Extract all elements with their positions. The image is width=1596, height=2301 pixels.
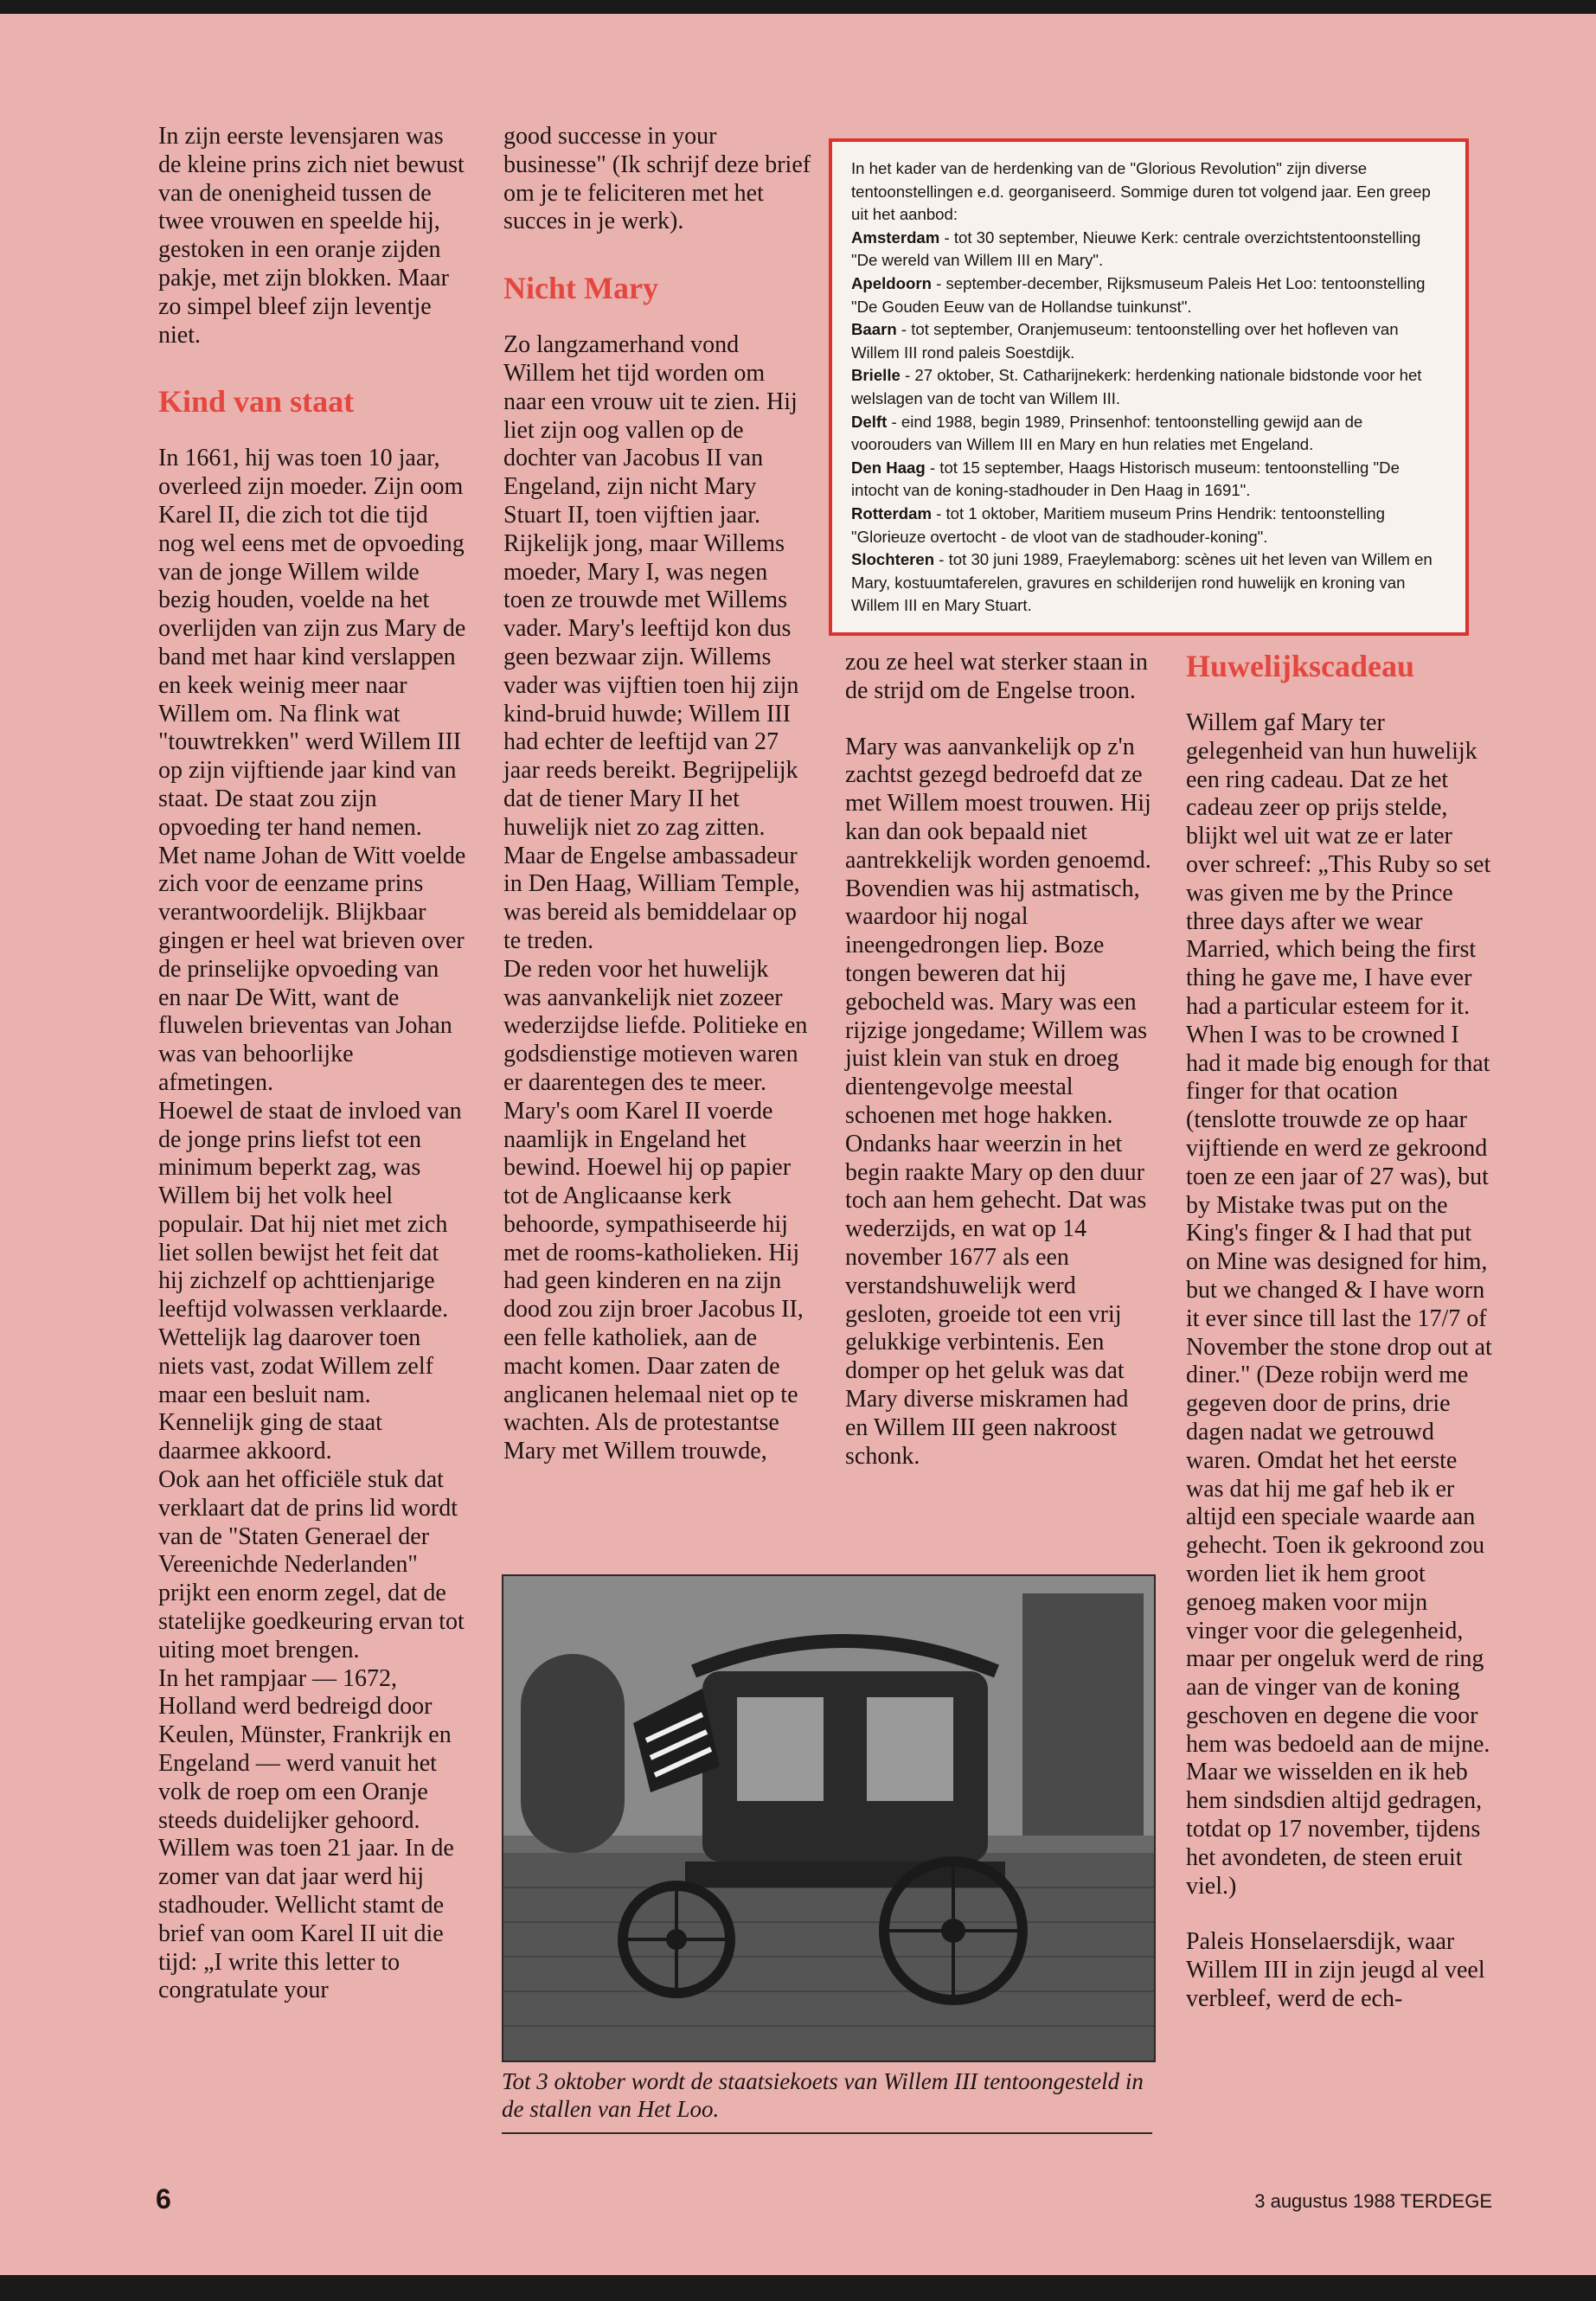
carriage-illustration: [503, 1576, 1154, 2061]
paragraph: Hoewel de staat de invloed van de jonge prins liefst tot een minimum beperkt zag, was Willem bij het volk heel populair. Dat hij niet met zich liet sollen bewijst het feit dat hij zichzelf op achttienjarige leeftijd volwassen verklaarde. Wettelijk lag daarover toen niets vast, zodat Willem zelf maar een besluit nam. Kennelijk ging de staat daarmee akkoord.: [158, 1097, 462, 1465]
paragraph: good successe in your businesse" (Ik schrijf deze brief om je te feliciteren met het succes in je werk).: [503, 123, 811, 235]
issue-date: 3 augustus 1988 TERDEGE: [1254, 2190, 1492, 2212]
article-column-4: [1186, 649, 1494, 2014]
section-heading-nicht-mary: Nicht Mary: [503, 271, 658, 306]
paragraph: In het rampjaar — 1672, Holland werd bedreigd door Keulen, Münster, Frankrijk en Engeland — werd vanuit het volk de roep om een Oranje steeds duidelijker gehoord. Willem was toen 21 jaar. In de zomer van dat jaar werd hij stadhouder. Wellicht stamt de brief van oom Karel II uit die tijd: „I write this letter to congratulate your: [158, 1664, 454, 2004]
paragraph: Paleis Honselaersdijk, waar Willem III in zijn jeugd al veel verbleef, werd de ech-: [1186, 1928, 1485, 2013]
paragraph: Ook aan het officiële stuk dat verklaart dat de prins lid wordt van de "Staten Generael der Vereenichde Nederlanden" prijkt een enorm zegel, dat de statelijke goedkeuring ervan tot uiting moet brengen.: [158, 1466, 465, 1663]
paragraph: De reden voor het huwelijk was aanvankelijk niet zozeer wederzijdse liefde. Politieke en godsdienstige motieven waren er daarentegen des te meer. Mary's oom Karel II voerde naamlijk in Engeland het bewind. Hoewel hij op papier tot de Anglicaanse kerk behoorde, sympathiseerde hij met de rooms-katholieken. Hij had geen kinderen en na zijn dood zou zijn broer Jacobus II, een felle katholiek, aan de macht komen. Daar zaten de anglicanen helemaal niet op te wachten. Als de protestantse Mary met Willem trouwde,: [503, 955, 808, 1465]
infobox-entry: Slochteren - tot 30 juni 1989, Fraeylemaborg: scènes uit het leven van Willem en Mary, kostuumtaferelen, gravures en schilderijen rond huwelijk en kroning van Willem III en Mary Stuart.: [851, 550, 1433, 615]
paragraph: In 1661, hij was toen 10 jaar, overleed zijn moeder. Zijn oom Karel II, die zich tot die tijd nog wel eens met de opvoeding van de jonge Willem wilde bezig houden, voelde na het overlijden van zijn zus Mary de band met haar kind verslappen en keek weinig meer naar Willem om. Na flink wat "touwtrekken" werd Willem III op zijn vijftiende jaar kind van staat. De staat zou zijn opvoeding ter hand nemen. Met name Johan de Witt voelde zich voor de eenzame prins verantwoordelijk. Blijkbaar gingen er heel wat brieven over de prinselijke opvoeding van en naar De Witt, want de fluwelen brieventas van Johan was van behoorlijke afmetingen.: [158, 445, 466, 1096]
top-border: [0, 0, 1596, 14]
article-column-1: [158, 123, 466, 2005]
page-number: 6: [156, 2183, 171, 2214]
infobox-intro: In het kader van de herdenking van de "Glorious Revolution" zijn diverse tentoonstellingen e.d. georganiseerd. Sommige duren tot volgend jaar. Een greep uit het aanbod:: [851, 159, 1431, 224]
exhibitions-infobox: [829, 138, 1469, 636]
carriage-photo: [502, 1574, 1156, 2062]
caption-rule: [502, 2132, 1152, 2134]
section-heading-kind-van-staat: Kind van staat: [158, 384, 355, 420]
photo-caption: Tot 3 oktober wordt de staatsiekoets van Willem III tentoongesteld in de stallen van Het Loo.: [502, 2068, 1144, 2122]
section-heading-huwelijkscadeau: Huwelijkscadeau: [1186, 649, 1415, 683]
article-column-3: [845, 649, 1153, 1471]
paragraph: In zijn eerste levensjaren was de kleine prins zich niet bewust van de onenigheid tussen de twee vrouwen en speelde hij, gestoken in een oranje zijden pakje, met zijn blokken. Maar zo simpel bleef zijn leventje niet.: [158, 123, 465, 349]
paragraph: Mary was aanvankelijk op z'n zachtst gezegd bedroefd dat ze met Willem moest trouwen. Hij kan dan ook bepaald niet aantrekkelijk worden genoemd. Bovendien was hij astmatisch, waardoor hij nogal ineengedrongen liep. Boze tongen beweren dat hij gebocheld was. Mary was een rijzige jongedame; Willem was juist klein van stuk en droeg dientengevolge meestal schoenen met hoge hakken. Ondanks haar weerzin in het begin raakte Mary op den duur toch aan hem gehecht. Dat was wederzijds, en wat op 14 november 1677 als een verstandshuwelijk werd gesloten, groeide tot een vrij gelukkige verbintenis. Een domper op het geluk was dat Mary diverse miskramen had en Willem III geen nakroost schonk.: [845, 733, 1151, 1470]
infobox-entry: Amsterdam - tot 30 september, Nieuwe Kerk: centrale overzichtstentoonstelling "De wereld van Willem III en Mary".: [851, 228, 1421, 270]
infobox-entry: Brielle - 27 oktober, St. Catharijnekerk: herdenking nationale bidstonde voor het welslagen van de tocht van Willem III.: [851, 366, 1422, 407]
paragraph: zou ze heel wat sterker staan in de strijd om de Engelse troon.: [845, 649, 1148, 704]
paragraph: Willem gaf Mary ter gelegenheid van hun huwelijk een ring cadeau. Dat ze het cadeau zeer op prijs stelde, blijkt wel uit wat ze er later over schreef: „This Ruby so set was given me by the Prince three days after we wear Married, which being the first thing he gave me, I have ever had a particular esteem for it. When I was to be crowned I had it made big enough for that finger for that ocation (tenslotte trouwde ze op haar vijftiende en werd ze gekroond toen ze een jaar of 27 was), but by Mistake twas put on the King's finger & I had that put on Mine was designed for him, but we changed & I have worn it ever since till last the 17/7 of November the stone drop out at diner." (Deze robijn werd me gegeven door de prins, drie dagen nadat we getrouwd waren. Omdat het het eerste was dat hij me gaf heb ik er altijd een speciale waarde aan gehecht. Toen ik gekroond zou worden liet ik hem groot genoeg maken voor mijn vinger voor die gelegenheid, maar per ongeluk werd de ring aan de vinger van de koning geschoven en degene die voor hem was bedoeld aan de mijne. Maar we wisselden en ik heb hem sindsdien altijd gedragen, totdat op 17 november, tijdens het avondeten, de steen eruit viel.): [1186, 709, 1492, 1900]
infobox-entry: Rotterdam - tot 1 oktober, Maritiem museum Prins Hendrik: tentoonstelling "Glorieuze overtocht - de vloot van de stadhouder-koning".: [851, 503, 1385, 546]
infobox-entry: Baarn - tot september, Oranjemuseum: tentoonstelling over het hofleven van Willem III rond paleis Soestdijk.: [851, 320, 1399, 362]
infobox-entry: Apeldoorn - september-december, Rijksmuseum Paleis Het Loo: tentoonstelling "De Gouden Eeuw van de Hollandse tuinkunst".: [851, 273, 1426, 316]
article-column-2: [503, 123, 811, 1466]
bottom-border: [0, 2275, 1596, 2301]
paragraph: Zo langzamerhand vond Willem het tijd worden om naar een vrouw uit te zien. Hij liet zijn oog vallen op de dochter van Jacobus II van Engeland, zijn nicht Mary Stuart II, toen vijftien jaar. Rijkelijk jong, maar Willems moeder, Mary I, was negen toen ze trouwde met Willems vader. Mary's leeftijd kon dus geen bezwaar zijn. Willems vader was vijftien toen hij zijn kind-bruid huwde; Willem III had echter de leeftijd van 27 jaar reeds bereikt. Begrijpelijk dat de tiener Mary II het huwelijk niet zo zag zitten. Maar de Engelse ambassadeur in Den Haag, William Temple, was bereid als bemiddelaar op te treden.: [503, 331, 800, 954]
infobox-entry: Den Haag - tot 15 september, Haags Historisch museum: tentoonstelling "De intocht van de koning-stadhouder in Den Haag in 1691".: [851, 458, 1400, 500]
infobox-entry: Delft - eind 1988, begin 1989, Prinsenhof: tentoonstelling gewijd aan de voorouders van Willem III en Mary en hun relaties met Engeland.: [851, 412, 1363, 454]
